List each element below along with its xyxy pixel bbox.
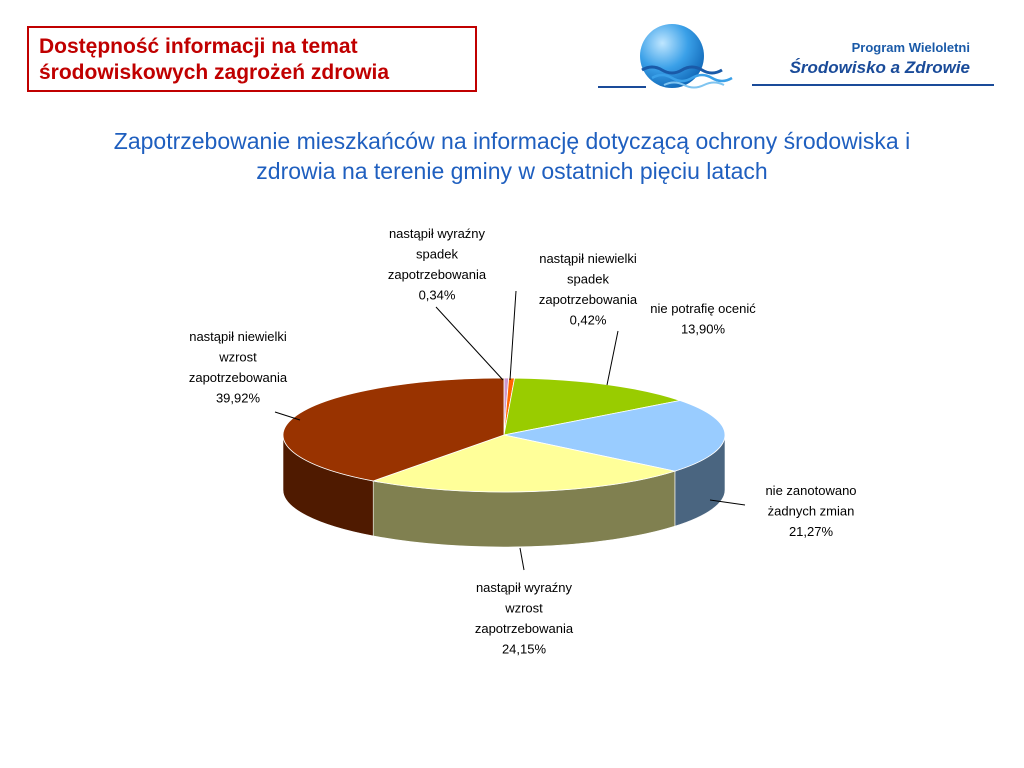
data-label-text-5: nastąpił niewielki xyxy=(189,329,287,344)
data-label-value-1: 0,42% xyxy=(569,312,607,328)
data-label-text-5: wzrost xyxy=(219,349,257,365)
program-name-line1: Program Wieloletni xyxy=(851,40,970,55)
leader-line-2 xyxy=(607,331,618,385)
program-name-line2: Środowisko a Zdrowie xyxy=(789,58,970,77)
data-label-text-5: zapotrzebowania xyxy=(188,370,288,385)
leader-line-4 xyxy=(520,548,524,570)
data-label-value-3: 21,27% xyxy=(788,524,834,539)
data-label-text-0: nastąpił wyraźny xyxy=(388,226,486,241)
chart-subtitle-line2: zdrowia na terenie gminy w ostatnich pięciu latach xyxy=(256,158,768,184)
data-label-text-4: nastąpił wyraźny xyxy=(475,580,573,595)
data-label-text-3: nie zanotowano xyxy=(765,483,857,498)
data-label-text-1: nastąpił niewielki xyxy=(539,251,637,266)
leader-line-0 xyxy=(436,307,503,380)
data-label-value-4: 24,15% xyxy=(501,641,547,657)
leader-line-1 xyxy=(510,291,516,380)
data-label-text-1: spadek xyxy=(567,271,609,287)
data-label-text-4: wzrost xyxy=(505,600,543,616)
data-label-text-1: zapotrzebowania xyxy=(538,292,638,307)
data-label-text-4: zapotrzebowania xyxy=(474,621,574,636)
data-label-text-0: zapotrzebowania xyxy=(387,267,487,282)
data-label-text-0: spadek xyxy=(416,246,458,262)
data-label-text-3: żadnych zmian xyxy=(767,503,855,519)
data-label-value-0: 0,34% xyxy=(418,287,456,303)
data-label-text-2: nie potrafię ocenić xyxy=(650,301,756,316)
pie-top-faces xyxy=(283,378,725,492)
chart-subtitle-line1: Zapotrzebowanie mieszkańców na informację dotyczącą ochrony środowiska i xyxy=(113,128,911,154)
data-label-value-2: 13,90% xyxy=(680,321,726,337)
slide-title-line2: środowiskowych zagrożeń zdrowia xyxy=(39,61,390,84)
slide-title-line1: Dostępność informacji na temat xyxy=(39,35,358,58)
data-label-value-5: 39,92% xyxy=(215,390,261,406)
